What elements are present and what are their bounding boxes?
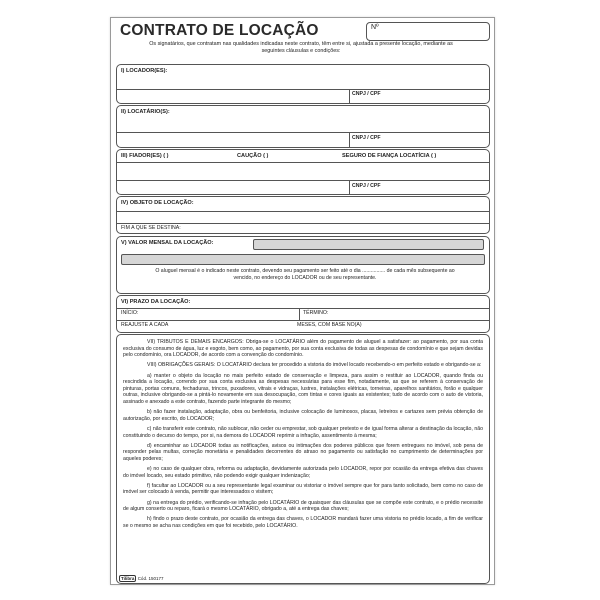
fiador-divider-1 (117, 162, 489, 163)
valor-label: V) VALOR MENSAL DA LOCAÇÃO: (121, 240, 214, 246)
clauses-section (116, 334, 490, 584)
fim-destina-label: FIM A QUE SE DESTINA: (121, 225, 181, 231)
number-label: Nº (371, 24, 379, 31)
clause-vii: VII) TRIBUTOS E DEMAIS ENCARGOS: Obriga-se o LOCATÁRIO além do pagamento de aluguel a satisfazer: ao pagamento, por sua conta exclusiva do consumo de água, luz e esgoto, bem como, ao pagamento, por sua conta exclusiva de todas as despesas de condomínio e que sejam devidas pelo condomínio, ora LOCADOR, de acordo com a convenção do condomínio. (123, 339, 483, 359)
prazo-label: VI) PRAZO DA LOCAÇÃO: (121, 299, 191, 305)
clause-h: h) findo o prazo deste contrato, por ocasião da entrega das chaves, o LOCADOR mandará fazer uma vistoria no prédio locado, a fim de verificar se o mesmo se acha nas condições em que foi recebido, pelo LOCATÁRIO. (123, 516, 483, 529)
reajuste-label: REAJUSTE A CADA (121, 322, 169, 328)
clause-a: a) manter o objeto da locação no mais perfeito estado de conservação e limpeza, para assim o restituir ao LOCADOR, quando finda ou rescindida a locação, correndo por sua conta exclusiva as despesas necessárias para esse fim, notadamente, as que se referem à conservação de pinturas, portas comuns, fechaduras, trincos, puxadores, vitrais e vidraças, lustres, instalações elétricas, torneiras, aparelhos sanitários, forão e qualquer outras, inclusive obrigando-se a pintá-lo novamente em sua desocupação, com tintas e cores iguais as existentes; tudo de acordo com o auto de vistoria, assinado e anexado a este contrato, fazendo parte integrante do mesmo; (123, 372, 483, 405)
objeto-section[interactable] (116, 196, 490, 234)
locatario-divider (117, 132, 489, 133)
clause-d: d) encaminhar ao LOCADOR todas as notificações, avisos ou intimações dos poderes públicos que forem entregues no imóvel, sob pena de responder pelas multas, correção monetária e penalidades decorrentes do atraso no pagamento ou satisfação no cumprimento de determinações por aqueles poderes; (123, 442, 483, 462)
prazo-section[interactable] (116, 295, 490, 333)
fiador-cnpj-label: CNPJ / CPF (352, 183, 381, 189)
locador-section[interactable] (116, 64, 490, 104)
product-code: Cód. 150177 (137, 576, 164, 581)
locatario-label: II) LOCATÁRIO(S): (121, 109, 170, 115)
valor-text: O aluguel mensal é o indicado neste contrato, devendo seu pagamento ser feito até o dia ................ de cada mês subsequente ao vencido, no endereço do LOCADOR ou de seu representante. (155, 268, 455, 281)
form-title: CONTRATO DE LOCAÇÃO (120, 22, 319, 39)
locatario-section[interactable] (116, 105, 490, 148)
valor-section[interactable] (116, 236, 490, 294)
form-footer (119, 576, 163, 581)
valor-extenso-field[interactable] (121, 254, 485, 265)
valor-amount-field[interactable] (253, 239, 484, 250)
clause-viii: VIII) OBRIGAÇÕES GERAIS: O LOCATÁRIO declara ter procedido a vistoria do imóvel locado recebendo-o em perfeito estado e obrigando-se a: (147, 362, 482, 369)
locador-cnpj-label: CNPJ / CPF (352, 91, 381, 97)
objeto-divider-2 (117, 223, 489, 224)
locatario-col-divider (349, 132, 350, 147)
seguro-fianca-label: SEGURO DE FIANÇA LOCATÍCIA ( ) (342, 153, 437, 159)
locador-col-divider (349, 89, 350, 103)
prazo-divider-1 (117, 308, 489, 309)
fiador-col-divider (349, 180, 350, 194)
clause-c: c) não transferir este contrato, não sublocar, não ceder ou emprestar, sob qualquer pretexto e de igual forma alterar a destinação da locação, não constituindo o decurso do tempo, por si, na demora do LOCADOR reprimir a infração, assentimento à mesma; (123, 425, 483, 439)
clause-g: g) na entrega do prédio, verificando-se infração pelo LOCATÁRIO de quaisquer das cláusulas que se compõe este contrato, e o prédio necessite de algum conserto ou reparo, ficará o mesmo LOCATÁRIO, obrigado a, até a entrega das chaves; (123, 499, 483, 513)
fiador-divider-2 (117, 180, 489, 181)
contract-form (110, 17, 495, 585)
brand-logo: Tilibra (121, 576, 135, 581)
prazo-col-divider (299, 308, 300, 320)
clause-f: f) facultar ao LOCADOR ou a seu representante legal examinar ou vistoriar o imóvel sempre que for para tanto solicitado, bem como no caso de imóvel ser colocado à venda, permitir que interessados o visitem; (123, 482, 483, 496)
fiador-label: III) FIADOR(ES) ( ) (121, 153, 169, 159)
locador-label: I) LOCADOR(ES): (121, 68, 168, 74)
clause-e: e) no caso de qualquer obra, reforma ou adaptação, devidamente autorizada pelo LOCADOR, repor por ocasião da entrega efetiva das chaves do imóvel locado, seu estado primitivo, não podendo exigir qualquer indenização; (123, 466, 483, 479)
clause-b: b) não fazer instalação, adaptação, obra ou benfeitoria, inclusive colocação de luminosos, placas, letreiros e cartazes sem prévia obtenção de autorização, por escrito, do LOCADOR; (123, 409, 483, 422)
inicio-label: INÍCIO: (121, 310, 139, 316)
objeto-divider (117, 211, 489, 212)
caucao-label: CAUÇÃO ( ) (237, 153, 269, 159)
fiador-section[interactable] (116, 149, 490, 195)
intro-text: Os signatários, que contratam nas qualidades indicadas neste contrato, têm entre si, ajustada a presente locação, mediante as seguintes cláusulas e condições: (149, 41, 453, 54)
termino-label: TÉRMINO: (303, 310, 329, 316)
meses-label: MESES, COM BASE NO(A) (297, 322, 362, 328)
objeto-label: IV) OBJETO DE LOCAÇÃO: (121, 200, 194, 206)
clauses-body (123, 339, 483, 533)
locatario-cnpj-label: CNPJ / CPF (352, 135, 381, 141)
locador-divider (117, 89, 489, 90)
prazo-divider-2 (117, 320, 489, 321)
contract-number-field[interactable] (366, 22, 490, 41)
